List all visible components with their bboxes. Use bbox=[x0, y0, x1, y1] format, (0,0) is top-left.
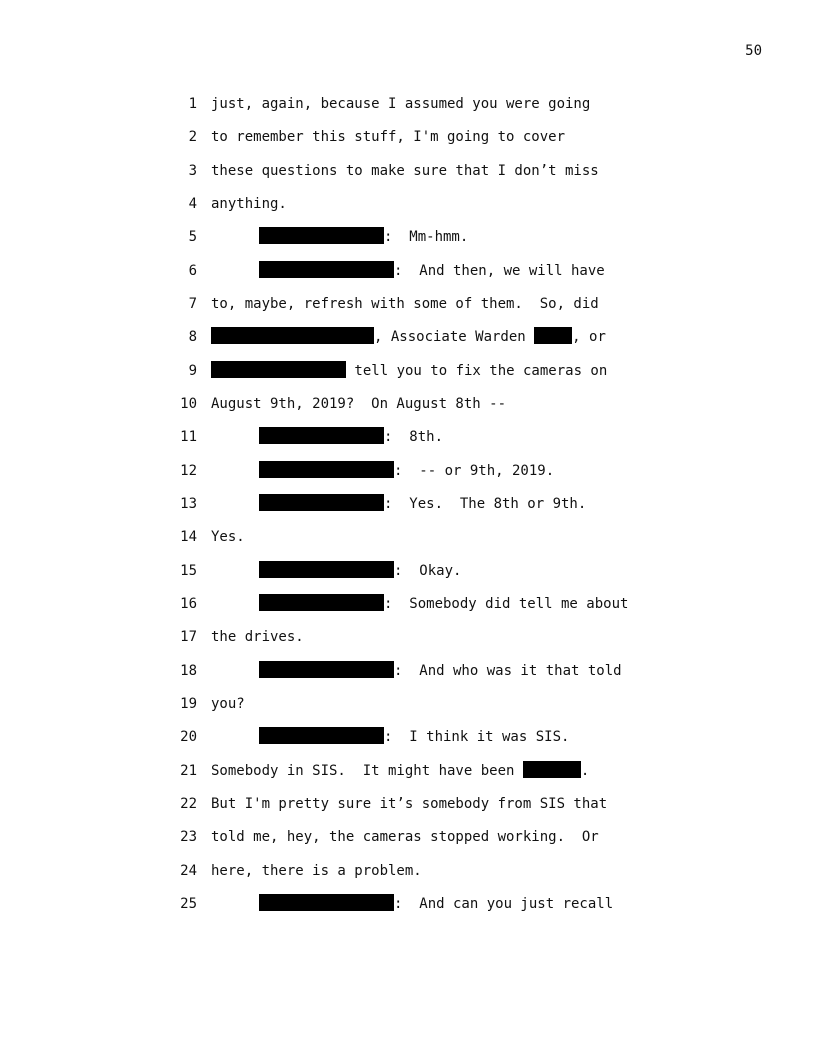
line-number: 18 bbox=[180, 662, 197, 679]
redaction-box bbox=[259, 894, 394, 911]
line-number: 7 bbox=[188, 295, 197, 312]
line-text-segment: you? bbox=[211, 695, 245, 712]
line-text-segment: to, maybe, refresh with some of them. So, did bbox=[211, 295, 599, 312]
line-text bbox=[211, 827, 599, 847]
line-text bbox=[211, 861, 422, 881]
line-text-segment: to remember this stuff, I'm going to cover bbox=[211, 129, 566, 146]
line-text bbox=[211, 627, 304, 647]
transcript-line bbox=[0, 161, 816, 194]
transcript-line bbox=[0, 727, 816, 760]
redaction-box bbox=[259, 227, 384, 244]
line-number: 9 bbox=[188, 362, 197, 379]
line-text bbox=[259, 561, 461, 581]
page-number: 50 bbox=[745, 43, 762, 59]
line-text bbox=[259, 661, 622, 681]
line-text bbox=[259, 727, 569, 747]
transcript-line bbox=[0, 794, 816, 827]
line-text-segment: Somebody in SIS. It might have been bbox=[211, 762, 523, 779]
line-text-segment: anything. bbox=[211, 195, 287, 212]
transcript-line bbox=[0, 261, 816, 294]
line-text bbox=[259, 894, 613, 914]
transcript-line bbox=[0, 194, 816, 227]
line-text bbox=[259, 494, 586, 514]
transcript-line bbox=[0, 361, 816, 394]
line-text-segment: told me, hey, the cameras stopped working. Or bbox=[211, 829, 599, 846]
transcript-lines bbox=[0, 94, 816, 927]
line-number: 11 bbox=[180, 429, 197, 446]
line-text bbox=[211, 761, 589, 781]
transcript-line bbox=[0, 761, 816, 794]
transcript-line bbox=[0, 94, 816, 127]
redaction-box bbox=[259, 727, 384, 744]
line-text-segment: these questions to make sure that I don’t miss bbox=[211, 162, 599, 179]
line-text-segment: : And then, we will have bbox=[394, 262, 605, 279]
transcript-line bbox=[0, 294, 816, 327]
transcript-line bbox=[0, 527, 816, 560]
line-text bbox=[211, 294, 599, 314]
line-number: 4 bbox=[188, 195, 197, 212]
redaction-box bbox=[259, 594, 384, 611]
transcript-line bbox=[0, 127, 816, 160]
line-number: 23 bbox=[180, 829, 197, 846]
transcript-line bbox=[0, 861, 816, 894]
line-number: 14 bbox=[180, 529, 197, 546]
line-number: 12 bbox=[180, 462, 197, 479]
line-number: 13 bbox=[180, 495, 197, 512]
line-number: 17 bbox=[180, 629, 197, 646]
line-text-segment: . bbox=[580, 762, 590, 779]
line-text-segment: : And can you just recall bbox=[394, 895, 614, 912]
line-number: 20 bbox=[180, 729, 197, 746]
line-text bbox=[211, 127, 565, 147]
line-text bbox=[211, 794, 607, 814]
line-text bbox=[259, 427, 443, 447]
line-number: 16 bbox=[180, 595, 197, 612]
line-number: 24 bbox=[180, 862, 197, 879]
redaction-box bbox=[259, 494, 384, 511]
line-text-segment: : Somebody did tell me about bbox=[384, 595, 629, 612]
line-text-segment: : And who was it that told bbox=[394, 662, 622, 679]
line-text bbox=[259, 261, 605, 281]
line-text-segment: : Mm-hmm. bbox=[384, 229, 469, 246]
line-text bbox=[259, 594, 628, 614]
line-number: 2 bbox=[188, 129, 197, 146]
redaction-box bbox=[259, 461, 394, 478]
line-text bbox=[211, 161, 599, 181]
line-text-segment: here, there is a problem. bbox=[211, 862, 422, 879]
line-text-segment: : 8th. bbox=[384, 429, 444, 446]
redaction-box bbox=[211, 327, 374, 344]
line-text bbox=[211, 361, 607, 381]
transcript-line bbox=[0, 327, 816, 360]
redaction-box bbox=[259, 661, 394, 678]
transcript-line bbox=[0, 694, 816, 727]
line-text-segment: just, again, because I assumed you were going bbox=[211, 96, 591, 112]
line-text bbox=[211, 394, 506, 414]
transcript-line bbox=[0, 427, 816, 460]
transcript-line bbox=[0, 561, 816, 594]
line-number: 15 bbox=[180, 562, 197, 579]
transcript-line bbox=[0, 227, 816, 260]
redaction-box bbox=[211, 361, 346, 378]
redaction-box bbox=[259, 561, 394, 578]
line-text-segment: August 9th, 2019? On August 8th -- bbox=[211, 395, 507, 412]
transcript-line bbox=[0, 827, 816, 860]
line-number: 10 bbox=[180, 395, 197, 412]
line-text-segment: , or bbox=[572, 329, 606, 346]
line-text bbox=[211, 694, 245, 714]
line-number: 8 bbox=[188, 329, 197, 346]
line-number: 21 bbox=[180, 762, 197, 779]
line-text-segment: : -- or 9th, 2019. bbox=[394, 462, 555, 479]
redaction-box bbox=[534, 327, 572, 344]
line-number: 3 bbox=[188, 162, 197, 179]
line-number: 1 bbox=[188, 96, 197, 112]
line-text-segment: Yes. bbox=[211, 529, 245, 546]
line-text-segment: But I'm pretty sure it’s somebody from SIS that bbox=[211, 795, 608, 812]
line-number: 6 bbox=[188, 262, 197, 279]
redaction-box bbox=[259, 261, 394, 278]
line-number: 22 bbox=[180, 795, 197, 812]
line-text bbox=[259, 461, 554, 481]
transcript-line bbox=[0, 461, 816, 494]
line-text-segment: : Yes. The 8th or 9th. bbox=[384, 495, 587, 512]
line-text bbox=[259, 227, 468, 247]
transcript-line bbox=[0, 394, 816, 427]
line-number: 19 bbox=[180, 695, 197, 712]
line-text-segment: : I think it was SIS. bbox=[384, 729, 570, 746]
line-text-segment: : Okay. bbox=[394, 562, 462, 579]
line-text bbox=[211, 94, 590, 114]
line-text-segment: , Associate Warden bbox=[374, 329, 535, 346]
line-text bbox=[211, 527, 245, 547]
line-number: 5 bbox=[188, 229, 197, 246]
line-text bbox=[211, 327, 606, 347]
transcript-line bbox=[0, 594, 816, 627]
line-text-segment: tell you to fix the cameras on bbox=[346, 362, 608, 379]
transcript-line bbox=[0, 494, 816, 527]
transcript-line bbox=[0, 661, 816, 694]
line-number: 25 bbox=[180, 895, 197, 912]
redaction-box bbox=[259, 427, 384, 444]
redaction-box bbox=[523, 761, 581, 778]
transcript-line bbox=[0, 894, 816, 927]
line-text bbox=[211, 194, 287, 214]
line-text-segment: the drives. bbox=[211, 629, 304, 646]
transcript-line bbox=[0, 627, 816, 660]
